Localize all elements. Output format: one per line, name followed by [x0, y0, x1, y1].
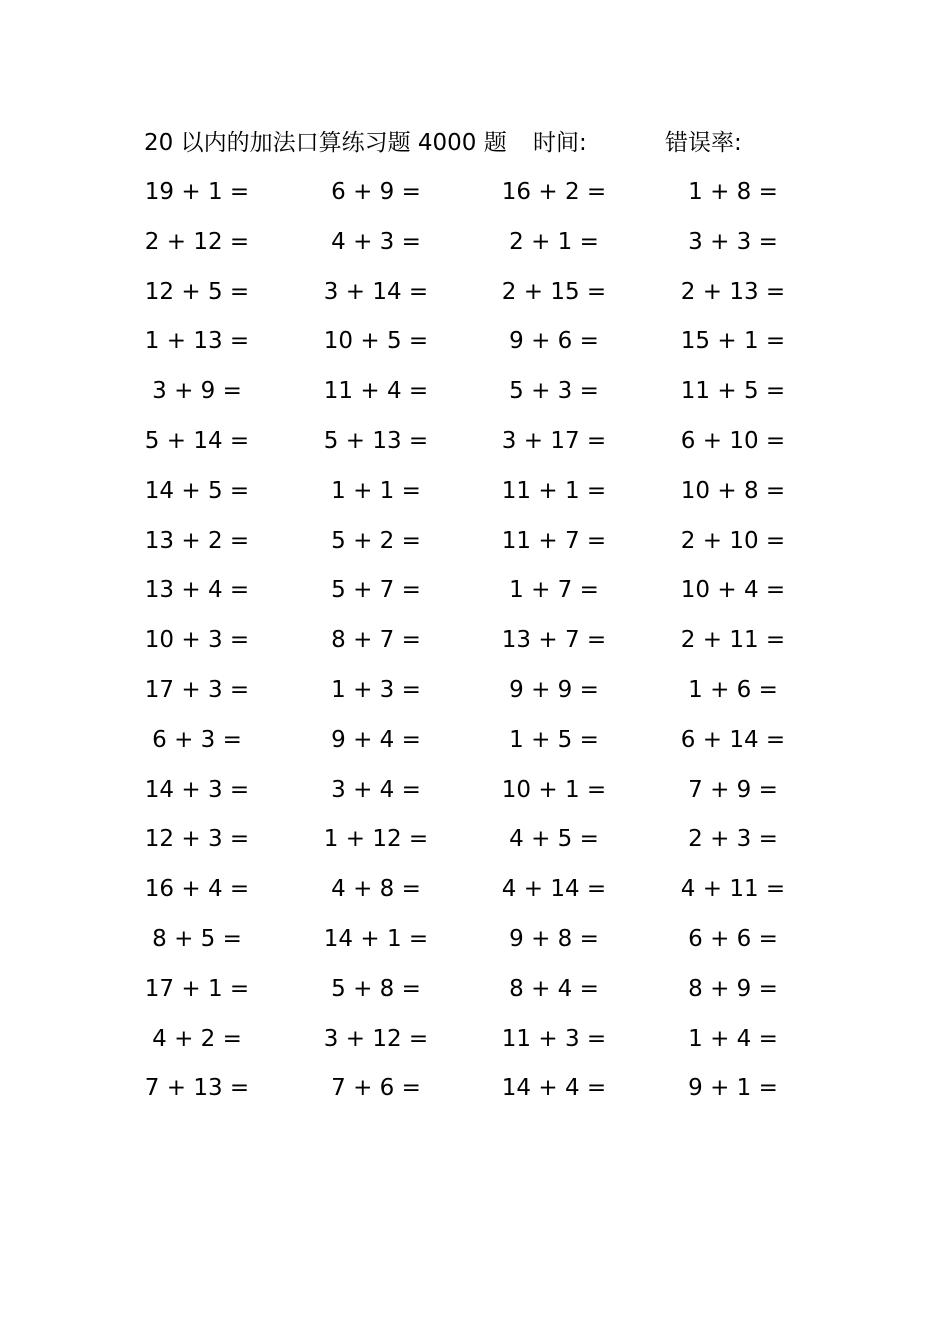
- problem-item: 3 + 17 =: [501, 427, 607, 454]
- problem-item: 10 + 5 =: [323, 328, 429, 355]
- problem-row: [0, 222, 950, 272]
- problem-item: 9 + 1 =: [688, 1075, 778, 1102]
- problem-row: [0, 421, 950, 471]
- problem-item: 15 + 1 =: [680, 328, 786, 355]
- problem-item: 14 + 5 =: [144, 477, 250, 504]
- problem-item: 11 + 4 =: [323, 378, 429, 405]
- problem-item: 14 + 3 =: [144, 776, 250, 803]
- problem-item: 3 + 3 =: [688, 228, 778, 255]
- problem-item: 11 + 7 =: [501, 527, 607, 554]
- problem-item: 13 + 2 =: [144, 527, 250, 554]
- problem-row: [0, 720, 950, 770]
- problem-item: 4 + 2 =: [152, 1025, 242, 1052]
- problem-item: 5 + 3 =: [509, 378, 599, 405]
- problem-item: 3 + 14 =: [323, 278, 429, 305]
- problem-item: 2 + 15 =: [501, 278, 607, 305]
- problem-item: 16 + 4 =: [144, 876, 250, 903]
- problem-row: [0, 919, 950, 969]
- problem-item: 1 + 1 =: [331, 477, 421, 504]
- problem-item: 13 + 4 =: [144, 577, 250, 604]
- problem-row: [0, 471, 950, 521]
- problem-row: [0, 620, 950, 670]
- problem-row: [0, 770, 950, 820]
- problem-item: 4 + 8 =: [331, 876, 421, 903]
- problem-item: 4 + 5 =: [509, 826, 599, 853]
- problem-item: 10 + 1 =: [501, 776, 607, 803]
- problem-row: [0, 670, 950, 720]
- problem-row: [0, 272, 950, 322]
- problem-item: 3 + 9 =: [152, 378, 242, 405]
- problem-item: 11 + 1 =: [501, 477, 607, 504]
- problem-item: 11 + 3 =: [501, 1025, 607, 1052]
- problem-item: 6 + 14 =: [680, 726, 786, 753]
- problem-row: [0, 172, 950, 222]
- problem-item: 1 + 4 =: [688, 1025, 778, 1052]
- problem-item: 2 + 11 =: [680, 627, 786, 654]
- worksheet-title: 20 以内的加法口算练习题 4000 题: [144, 130, 507, 156]
- error-rate-label: 错误率:: [665, 130, 742, 156]
- problem-item: 6 + 3 =: [152, 726, 242, 753]
- problem-item: 5 + 7 =: [331, 577, 421, 604]
- problem-item: 12 + 3 =: [144, 826, 250, 853]
- problem-item: 5 + 2 =: [331, 527, 421, 554]
- problem-row: [0, 869, 950, 919]
- problem-item: 8 + 9 =: [688, 975, 778, 1002]
- problem-item: 17 + 3 =: [144, 676, 250, 703]
- problem-item: 7 + 13 =: [144, 1075, 250, 1102]
- problem-item: 9 + 4 =: [331, 726, 421, 753]
- problem-item: 14 + 1 =: [323, 925, 429, 952]
- problem-item: 2 + 13 =: [680, 278, 786, 305]
- problem-item: 10 + 4 =: [680, 577, 786, 604]
- problem-item: 7 + 6 =: [331, 1075, 421, 1102]
- problem-item: 8 + 7 =: [331, 627, 421, 654]
- problem-row: [0, 969, 950, 1019]
- problem-item: 10 + 3 =: [144, 627, 250, 654]
- problem-item: 4 + 14 =: [501, 876, 607, 903]
- problem-item: 2 + 10 =: [680, 527, 786, 554]
- problem-item: 1 + 12 =: [323, 826, 429, 853]
- problem-item: 1 + 13 =: [144, 328, 250, 355]
- problem-item: 5 + 14 =: [144, 427, 250, 454]
- problem-item: 5 + 8 =: [331, 975, 421, 1002]
- problem-item: 3 + 12 =: [323, 1025, 429, 1052]
- problem-row: [0, 521, 950, 571]
- time-label: 时间:: [533, 130, 587, 156]
- problem-item: 11 + 5 =: [680, 378, 786, 405]
- problem-item: 6 + 9 =: [331, 179, 421, 205]
- problem-item: 1 + 5 =: [509, 726, 599, 753]
- problem-row: [0, 1068, 950, 1118]
- problem-item: 1 + 3 =: [331, 676, 421, 703]
- problem-item: 7 + 9 =: [688, 776, 778, 803]
- problem-item: 9 + 6 =: [509, 328, 599, 355]
- problem-item: 6 + 6 =: [688, 925, 778, 952]
- problem-item: 12 + 5 =: [144, 278, 250, 305]
- problem-item: 5 + 13 =: [323, 427, 429, 454]
- problem-item: 1 + 6 =: [688, 676, 778, 703]
- problem-row: [0, 1019, 950, 1069]
- problem-item: 3 + 4 =: [331, 776, 421, 803]
- problem-item: 8 + 4 =: [509, 975, 599, 1002]
- problem-item: 2 + 3 =: [688, 826, 778, 853]
- problem-item: 13 + 7 =: [501, 627, 607, 654]
- problem-row: [0, 570, 950, 620]
- worksheet-header: [0, 126, 950, 160]
- problem-item: 14 + 4 =: [501, 1075, 607, 1102]
- problem-item: 16 + 2 =: [501, 179, 607, 205]
- problem-grid: [0, 172, 950, 1118]
- problem-item: 17 + 1 =: [144, 975, 250, 1002]
- problem-item: 1 + 8 =: [688, 179, 778, 205]
- problem-item: 4 + 3 =: [331, 228, 421, 255]
- problem-row: [0, 371, 950, 421]
- problem-row: [0, 321, 950, 371]
- problem-item: 4 + 11 =: [680, 876, 786, 903]
- problem-row: [0, 819, 950, 869]
- problem-item: 1 + 7 =: [509, 577, 599, 604]
- problem-item: 9 + 9 =: [509, 676, 599, 703]
- problem-item: 9 + 8 =: [509, 925, 599, 952]
- problem-item: 2 + 12 =: [144, 228, 250, 255]
- problem-item: 10 + 8 =: [680, 477, 786, 504]
- problem-item: 19 + 1 =: [144, 179, 250, 205]
- problem-item: 6 + 10 =: [680, 427, 786, 454]
- problem-item: 2 + 1 =: [509, 228, 599, 255]
- problem-item: 8 + 5 =: [152, 925, 242, 952]
